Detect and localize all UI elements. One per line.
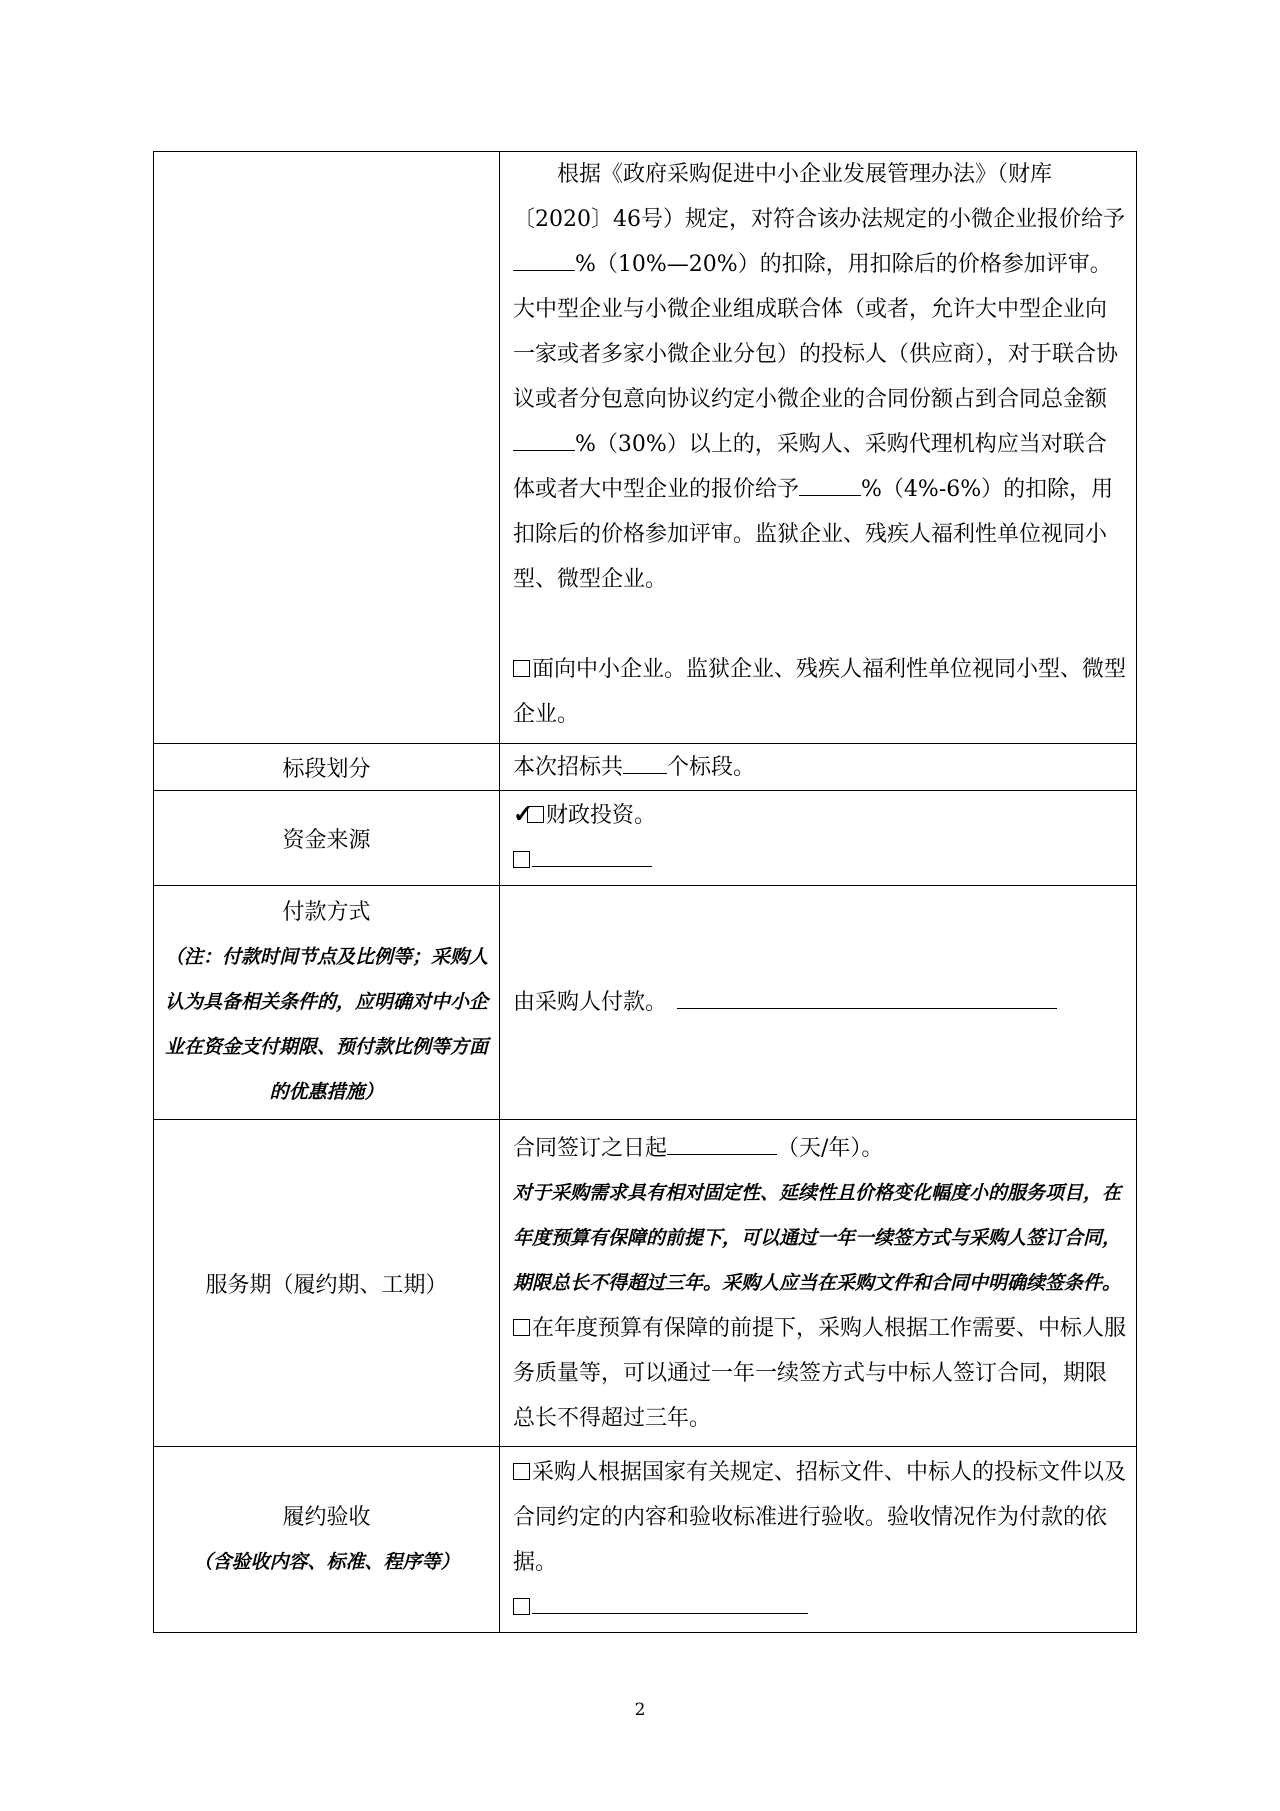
service-sign-line: 合同签订之日起 （天/年）。 — [513, 1126, 1126, 1171]
acceptance-checkbox[interactable] — [513, 1463, 530, 1480]
table-row — [154, 1447, 1137, 1633]
page-number: 2 — [634, 1700, 646, 1720]
acceptance-note: （含验收内容、标准、程序等） — [193, 1550, 460, 1573]
table-row — [154, 886, 1137, 1120]
check-mark-icon: ✓ — [513, 799, 534, 828]
share-rate-blank[interactable] — [513, 424, 575, 451]
table-row — [154, 1120, 1137, 1447]
service-period-cell — [500, 1120, 1137, 1447]
acceptance-label: 履约验收 — [282, 1504, 371, 1530]
funding-option-finance: ✓ 财政投资。 — [513, 799, 657, 828]
sme-policy-cell — [500, 152, 1137, 744]
renew-checkbox[interactable] — [513, 1319, 530, 1336]
finance-checkbox[interactable] — [527, 806, 544, 823]
service-duration-blank[interactable] — [667, 1128, 777, 1155]
procurement-form-table — [153, 151, 1137, 1633]
payment-label: 付款方式 — [282, 900, 371, 925]
payment-note: （注：付款时间节点及比例等；采购人认为具备相关条件的，应明确对中小企业在资金支付期限、预付款比例等方面的优惠措施） — [164, 946, 488, 1103]
empty-label-cell — [154, 152, 500, 744]
other-funding-blank[interactable] — [532, 840, 652, 867]
acceptance-label-cell — [154, 1447, 500, 1633]
table-row — [154, 791, 1137, 886]
acceptance-other-option — [513, 1585, 1126, 1630]
service-renew-option: 在年度预算有保障的前提下，采购人根据工作需要、中标人服务质量等，可以通过一年一续签方式与中标人签订合同，期限总长不得超过三年。 — [513, 1315, 1127, 1431]
lots-cell: 本次招标共 个标段。 — [500, 744, 1137, 791]
service-period-label: 服务期（履约期、工期） — [154, 1120, 500, 1447]
service-note: 对于采购需求具有相对固定性、延续性且价格变化幅度小的服务项目，在年度预算有保障的前提下，可以通过一年一续签方式与采购人签订合同，期限总长不得超过三年。采购人应当在采购文件和合同中明确续签条件。 — [513, 1181, 1122, 1294]
acceptance-other-checkbox[interactable] — [513, 1598, 530, 1615]
table-row — [154, 744, 1137, 791]
payment-blank[interactable] — [677, 982, 1057, 1009]
funding-cell — [500, 791, 1137, 886]
acceptance-other-blank[interactable] — [532, 1587, 808, 1614]
table-row — [154, 152, 1137, 744]
payment-cell: 由采购人付款。 — [500, 886, 1137, 1120]
acceptance-cell — [500, 1447, 1137, 1633]
sme-option: 面向中小企业。监狱企业、残疾人福利性单位视同小型、微型企业。 — [513, 657, 1127, 727]
sme-checkbox[interactable] — [513, 660, 530, 677]
lots-count-blank[interactable] — [623, 747, 667, 774]
funding-option-other — [513, 838, 1126, 883]
acceptance-option: 采购人根据国家有关规定、招标文件、中标人的投标文件以及合同约定的内容和验收标准进行验收。验收情况作为付款的依据。 — [513, 1459, 1127, 1575]
discount-rate-blank[interactable] — [513, 244, 575, 271]
payment-label-cell — [154, 886, 500, 1120]
lots-label: 标段划分 — [154, 744, 500, 791]
consortium-discount-blank[interactable] — [799, 469, 861, 496]
other-funding-checkbox[interactable] — [513, 851, 530, 868]
funding-label: 资金来源 — [154, 791, 500, 886]
sme-policy-text: 根据《政府采购促进中小企业发展管理办法》（财库〔2020〕46号）规定，对符合该办法规定的小微企业报价给予%（10%—20%）的扣除，用扣除后的价格参加评审。大中型企业与小微企业组成联合体（或者，允许大中型企业向一家或者多家小微企业分包）的投标人（供应商），对于联合协议或者分包意向协议约定小微企业的合同份额占到合同总金额%（30%）以上的，采购人、采购代理机构应当对联合体或者大中型企业的报价给予 %（4%-6%）的扣除，用扣除后的价格参加评审。监狱企业、残疾人福利性单位视同小型、微型企业。 — [513, 162, 1125, 592]
